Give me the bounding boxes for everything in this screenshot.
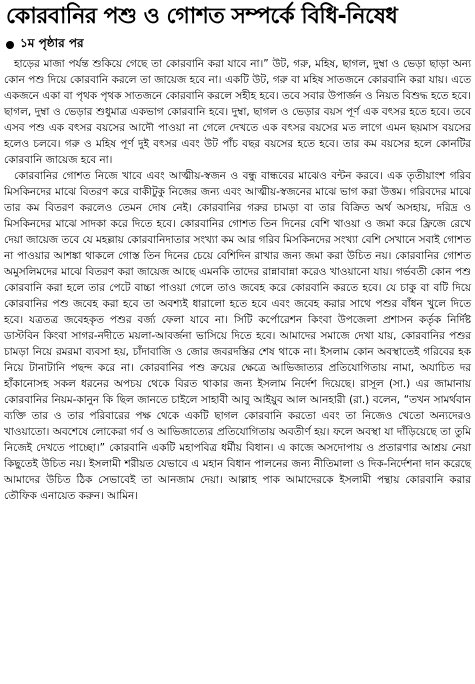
article-body <box>0 56 475 678</box>
article-paragraph-1: হাড়ের মাজা পর্যন্ত শুকিয়ে গেছে তা কোরবানি করা যাবে না।” উট, গরু, মহিষ, ছাগল, দুম্বা ও ভেড়া ছাড়া অন্য কোন পশু দিয়ে কোরবানি করলে তা জায়েজ হবে না। একটি উট, গরু বা মহিষ সাতজনে কোরবানি করা যায়। এতে একজনে একা বা পৃথক পৃথক সাতজনে কোরবানি করলে সহীহ হবে। তবে সবার উপার্জন ও নিয়ত বিশুদ্ধ হতে হবে। ছাগল, দুম্বা ও ভেড়ার শুধুমাত্র একভাগ কোরবানি হবে। দুম্বা, ছাগল ও ভেড়ার বয়স পূর্ণ এক বৎসর হতে হবে। তবে এসব পশু এক বৎসর বয়সের আদৌ পাওয়া না গেলে দেখতে এক বৎসর বয়সের মত লাগে এমন ছয়মাস বয়সের হলেও চলবে। গরু ও মহিষ পূর্ণ দুই বৎসর এবং উট পাঁচ বছর বয়সের হতে হবে। তার কম বয়সের হলে কোনটির কোরবানি জায়েজ হবে না। <box>4 58 471 166</box>
article-paragraph-2: কোরবানির গোশত নিজে খাবে এবং আত্মীয়-স্বজন ও বন্ধু বান্ধবের মাঝেও বন্টন করবে। এক তৃতীয়াংশ গরিব মিসকিনদের মাঝে বিতরণ করে বাকীটুকু নিজের জন্য এবং আত্মীয়-স্বজনের মাঝে ভাগ করা উত্তম। গরিবদের মাঝে তার কম বিতরণ করলেও তেমন দোষ নেই। কোরবানির গরুর চামড়া বা তার বিক্রিত অর্থ অসহায়, দরিদ্র ও মিসকিনদের মাঝে সাদকা করে দিতে হবে। কোরবানির গোশত তিন দিনের বেশি খাওয়া ও জমা করে ফ্রিজে রেখে দেয়া জায়েজ তবে যে মহল্লায় কোরবানিদাতার সংখ্যা কম আর গরিব মিসকিনদের সংখ্যা বেশি সেখানে সবাই গোশত না পাওয়ার আশঙ্কা থাকলে গোস্ত তিন দিনের চেয়ে বেশিদিন রাখার জন্য জমা করা উচিত নয়। কোরবানির গোশত অমুসলিমদের মাঝে বিতরণ করা জায়েজ আছে এমনকি তাদের রান্নাবান্না করেও খাওয়ানো যায়। গর্ভবতী কোন পশু কোরবানি করা হলে তার পেটে বাচ্চা পাওয়া গেলে তাও জবেহ করে কোরবানি করতে হবে। যে চাকু বা বটি দিয়ে কোরবানির পশু জবেহ করা হবে তা অবশ্যই ধারালো হতে হবে এবং জবেহ করার সাথে পশুর বাঁধন খুলে দিতে হবে। যত্রতত্র জবেহকৃত পশুর বর্জ্য ফেলা যাবে না। সিটি কর্পোরেশন কিংবা উপজেলা প্রশাসন কর্তৃক নির্দিষ্ট ডাস্টবিন কিংবা সাগর-নদীতে ময়লা-আবর্জনা ভাসিয়ে দিতে হবে। আমাদের সমাজে দেখা যায়, কোরবানির পশুর চামড়া নিয়ে রমরমা ব্যবসা হয়, চাঁদাবাজি ও জোর জবরদস্তির শেষ থাকে না। ইসলাম কোন অবস্থাতেই গরিবের হক নিয়ে টানাটানি পছন্দ করে না। কোরবানির পশু ক্রয়ের ক্ষেত্রে আভিজাত্যর প্রতিযোগিতায় নামা, অযাচিত দর হাঁকানোসহ সকল ধরনের অপচয় থেকে বিরত থাকার জন্য ইসলাম নির্দেশ দিয়েছে। রাসূল (সা.) এর জামানায় কোরবানির নিয়ম-কানুন কি ছিল জানতে চাইলে সাহাবী আবু আইয়ুব আল আনহারী (রা.) বলেন, “তখন সামর্থবান ব্যক্তি তার ও তার পরিবারের পক্ষ থেকে একটি ছাগল কোরবানি করতো এবং তা নিজেও খেতো অন্যদেরও খাওয়াতো। অবশেষে লোকেরা গর্ব ও আভিজাত্যের প্রতিযোগিতায় অবতীর্ণ হয়। ফলে অবস্থা যা দাঁড়িয়েছে তা তুমি নিজেই দেখতে পাচ্ছো।” কোরবানি একটি মহাপবিত্র ধর্মীয় বিধান। এ কাজে অসদোপায় ও প্রতারণার আশ্রয় নেয়া কিছুতেই উচিত নয়। ইসলামী শরীয়ত যেভাবে এ মহান বিধান পালনের জন্য নীতিমালা ও দিক-নির্দেশনা দান করেছে আমাদের উচিত ঠিক সেভাবেই তা আনজাম দেয়া। আল্লাহ পাক আমাদেরকে ইসলামী পন্থায় কোরবানি করার তৌফিক এনায়েত করুন। আমিন। <box>4 170 471 502</box>
continued-from-label: ১ম পৃষ্ঠার পর <box>20 36 84 50</box>
article-headline: কোরবানির পশু ও গোশত সম্পর্কে বিধি-নিষেধ <box>0 0 475 34</box>
continued-from-line <box>6 36 475 54</box>
bullet-icon <box>6 41 14 49</box>
